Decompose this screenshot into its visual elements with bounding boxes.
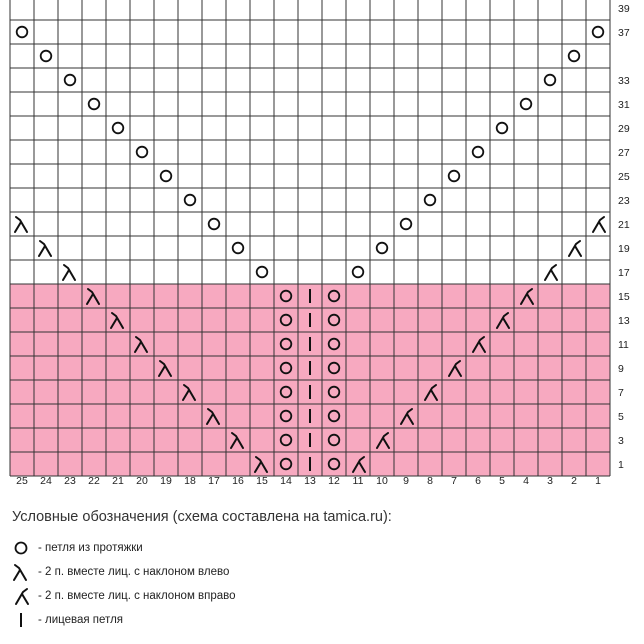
row-number: 7 bbox=[618, 387, 624, 399]
legend-item-k2tog-right bbox=[10, 586, 236, 606]
column-number: 20 bbox=[136, 475, 148, 487]
row-number: 3 bbox=[618, 435, 624, 447]
row-number: 21 bbox=[618, 219, 630, 231]
legend-item-k2tog-left bbox=[10, 562, 229, 582]
row-number: 31 bbox=[618, 99, 630, 111]
legend-item-knit bbox=[10, 610, 123, 630]
legend-label-yarn-over: - петля из протяжки bbox=[38, 542, 143, 554]
column-number: 21 bbox=[112, 475, 124, 487]
column-number: 4 bbox=[523, 475, 529, 487]
row-number: 27 bbox=[618, 147, 630, 159]
row-number: 5 bbox=[618, 411, 624, 423]
row-number: 25 bbox=[618, 171, 630, 183]
row-number: 37 bbox=[618, 27, 630, 39]
chart-cells bbox=[10, 0, 610, 476]
row-number-labels bbox=[618, 3, 630, 471]
column-number: 8 bbox=[427, 475, 433, 487]
row-number: 9 bbox=[618, 363, 624, 375]
column-number: 6 bbox=[475, 475, 481, 487]
column-number: 12 bbox=[328, 475, 340, 487]
column-number: 24 bbox=[40, 475, 52, 487]
legend-title: Условные обозначения (схема составлена на tamica.ru): bbox=[12, 509, 392, 525]
column-number: 14 bbox=[280, 475, 292, 487]
column-number: 16 bbox=[232, 475, 244, 487]
column-number: 3 bbox=[547, 475, 553, 487]
column-number: 11 bbox=[352, 475, 364, 487]
row-number: 29 bbox=[618, 123, 630, 135]
row-number: 15 bbox=[618, 291, 630, 303]
legend-label-knit: - лицевая петля bbox=[38, 614, 124, 626]
row-number: 13 bbox=[618, 315, 630, 327]
legend-label-k2tog-left: - 2 п. вместе лиц. с наклоном влево bbox=[38, 566, 230, 578]
column-number: 10 bbox=[376, 475, 388, 487]
column-number: 13 bbox=[304, 475, 316, 487]
yarn-over-icon bbox=[10, 537, 32, 559]
column-number: 2 bbox=[571, 475, 577, 487]
k2tog-right-icon bbox=[10, 585, 32, 607]
column-number: 25 bbox=[16, 475, 28, 487]
column-number: 5 bbox=[499, 475, 505, 487]
legend-item-yarn-over bbox=[10, 538, 143, 558]
row-number: 19 bbox=[618, 243, 630, 255]
row-number: 1 bbox=[618, 459, 624, 471]
row-number: 23 bbox=[618, 195, 630, 207]
row-number: 17 bbox=[618, 267, 630, 279]
row-number: 11 bbox=[618, 339, 629, 351]
k2tog-left-icon bbox=[10, 561, 32, 583]
column-number: 1 bbox=[595, 475, 601, 487]
row-number: 33 bbox=[618, 75, 630, 87]
column-number: 18 bbox=[184, 475, 196, 487]
row-number: 39 bbox=[618, 3, 630, 15]
column-number: 7 bbox=[451, 475, 457, 487]
legend-label-k2tog-right: - 2 п. вместе лиц. с наклоном вправо bbox=[38, 590, 236, 602]
column-number: 23 bbox=[64, 475, 76, 487]
column-number-labels bbox=[16, 475, 601, 487]
column-number: 19 bbox=[160, 475, 172, 487]
column-number: 22 bbox=[88, 475, 100, 487]
column-number: 17 bbox=[208, 475, 220, 487]
column-number: 9 bbox=[403, 475, 409, 487]
column-number: 15 bbox=[256, 475, 268, 487]
knit-stitch-icon bbox=[10, 609, 32, 631]
